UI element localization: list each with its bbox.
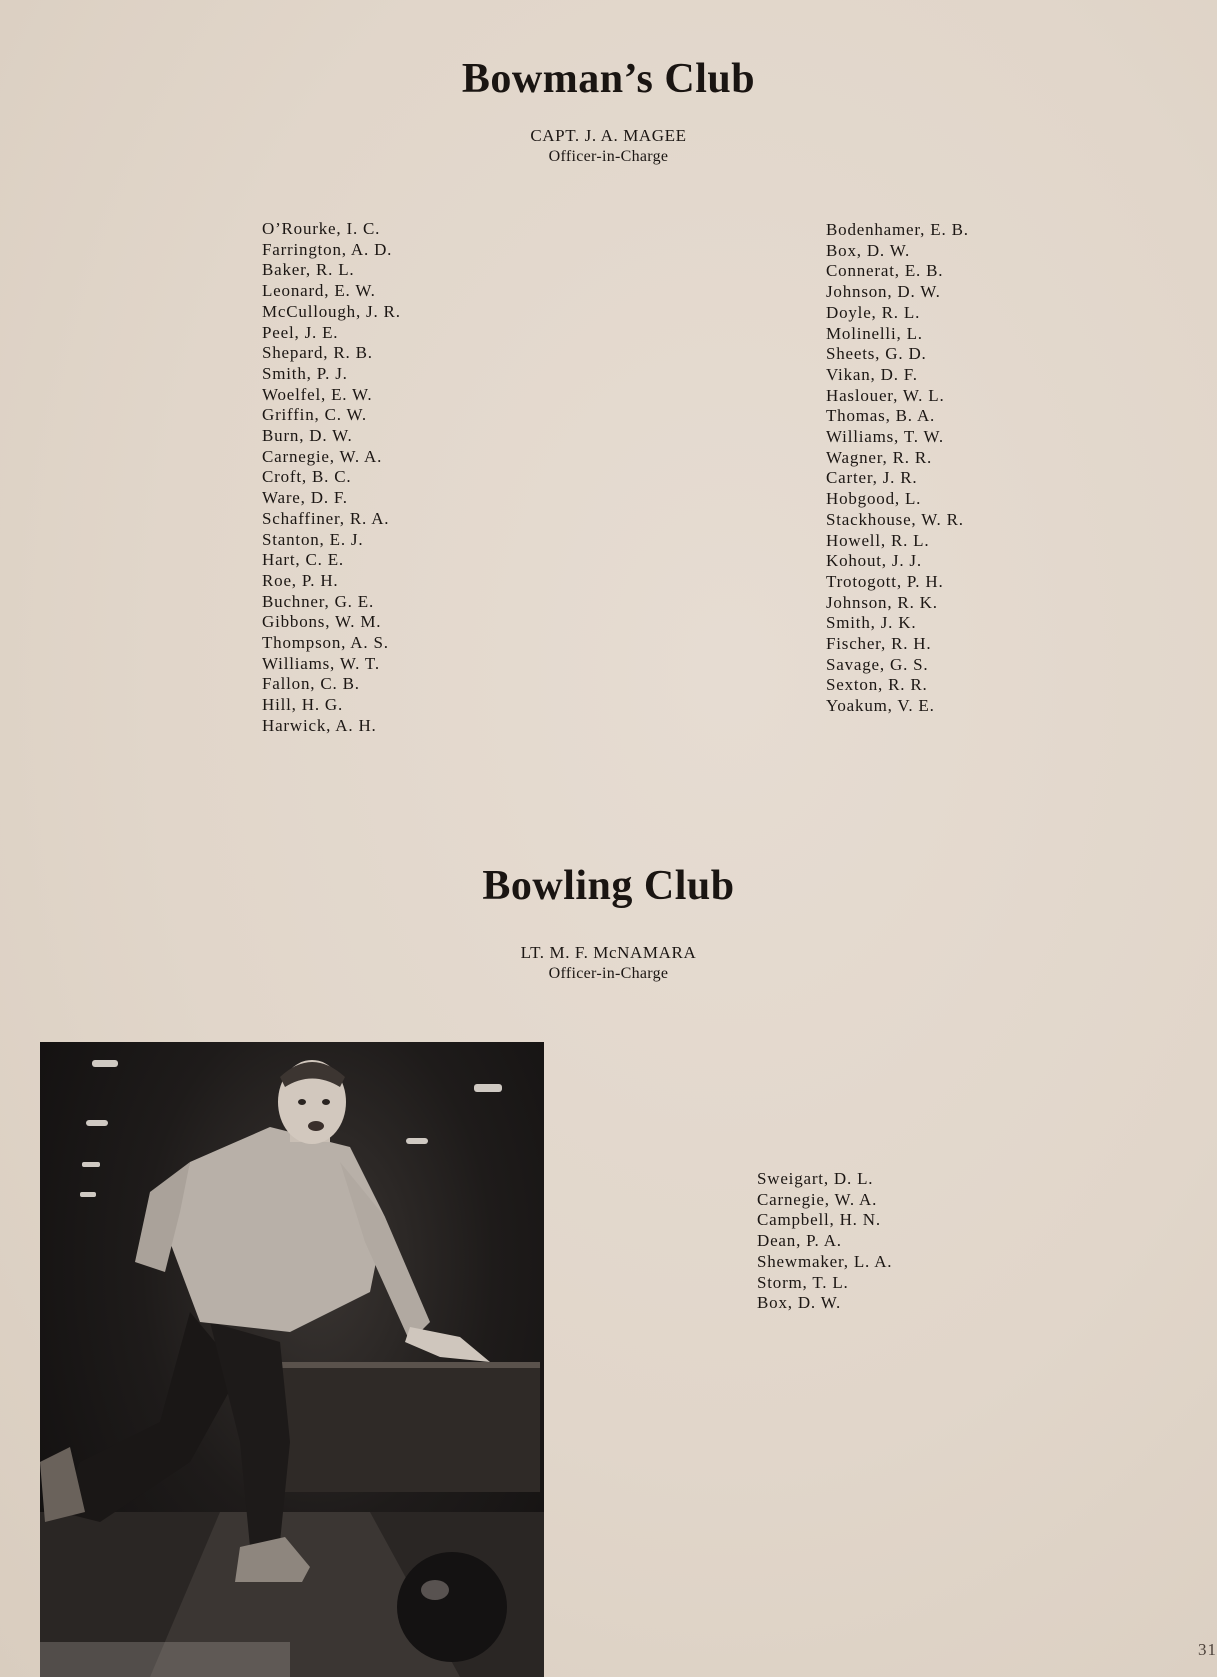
bowler-photo [40,1042,544,1677]
member-name: Campbell, H. N. [757,1210,881,1230]
member-name: Shewmaker, L. A. [757,1251,893,1271]
member-name: Carnegie, W. A. [262,446,383,466]
member-name: Carter, J. R. [826,468,918,488]
bowling-club-officer [0,942,1217,984]
member-name: Griffin, C. W. [262,405,367,425]
member-name: Vikan, D. F. [826,364,918,384]
member-name: Thompson, A. S. [262,633,389,653]
member-name: Stackhouse, W. R. [826,509,964,529]
member-name: Gibbons, W. M. [262,612,382,632]
member-name: Storm, T. L. [757,1272,849,1292]
page-number: 31 [1198,1640,1217,1659]
member-name: Sweigart, D. L. [757,1169,874,1188]
bowmans-members-right [826,220,969,717]
member-name: Haslouer, W. L. [826,385,945,405]
member-name: McCullough, J. R. [262,301,401,321]
member-name: Fallon, C. B. [262,674,360,694]
member-name: Croft, B. C. [262,467,352,487]
member-name: Leonard, E. W. [262,281,376,301]
member-name: Yoakum, V. E. [826,696,935,716]
bowling-club-title: Bowling Club [482,863,735,909]
member-name: Doyle, R. L. [826,302,921,322]
member-name: Kohout, J. J. [826,551,922,571]
member-name: Woelfel, E. W. [262,384,373,404]
member-name: Howell, R. L. [826,530,930,550]
bowling-officer-role: Officer-in-Charge [548,965,669,982]
member-name: Sexton, R. R. [826,675,928,695]
member-name: Hill, H. G. [262,695,344,715]
member-name: Sheets, G. D. [826,344,927,364]
member-name: Smith, P. J. [262,363,348,383]
member-name: Williams, T. W. [826,427,944,447]
member-name: Carnegie, W. A. [757,1189,878,1209]
bowmans-officer-role: Officer-in-Charge [548,148,669,165]
member-name: Box, D. W. [757,1293,842,1313]
member-name: Peel, J. E. [262,322,339,342]
member-name: Hart, C. E. [262,550,344,570]
member-name: Molinelli, L. [826,323,923,343]
member-name: Buchner, G. E. [262,591,375,611]
member-name: Shepard, R. B. [262,343,373,363]
member-name: Ware, D. F. [262,488,348,508]
member-name: Dean, P. A. [757,1231,842,1251]
member-name: Savage, G. S. [826,654,929,674]
member-name: Schaffiner, R. A. [262,508,390,528]
member-name: Burn, D. W. [262,426,353,446]
bowmans-members-left [262,219,401,737]
member-name: Smith, J. K. [826,613,917,633]
bowling-officer-name: LT. M. F. McNAMARA [520,943,697,962]
member-name: Box, D. W. [826,240,911,260]
bowler-illustration [40,1042,544,1677]
bowling-members [757,1169,892,1314]
member-name: Hobgood, L. [826,489,922,509]
member-name: Trotogott, P. H. [826,571,944,591]
member-name: Bodenhamer, E. B. [826,220,969,239]
bowmans-officer-name: CAPT. J. A. MAGEE [530,126,687,145]
member-name: Williams, W. T. [262,653,380,673]
member-name: Connerat, E. B. [826,261,944,281]
member-name: Baker, R. L. [262,260,355,280]
member-name: Wagner, R. R. [826,447,933,467]
member-name: Stanton, E. J. [262,529,364,549]
member-name: Johnson, R. K. [826,592,938,612]
member-name: Johnson, D. W. [826,282,941,302]
member-name: Harwick, A. H. [262,715,377,735]
member-name: O’Rourke, I. C. [262,219,381,238]
member-name: Farrington, A. D. [262,239,393,259]
bowmans-club-title: Bowman’s Club [461,56,756,102]
bowmans-club-officer [0,125,1217,167]
member-name: Thomas, B. A. [826,406,936,426]
member-name: Fischer, R. H. [826,634,932,654]
member-name: Roe, P. H. [262,570,339,590]
